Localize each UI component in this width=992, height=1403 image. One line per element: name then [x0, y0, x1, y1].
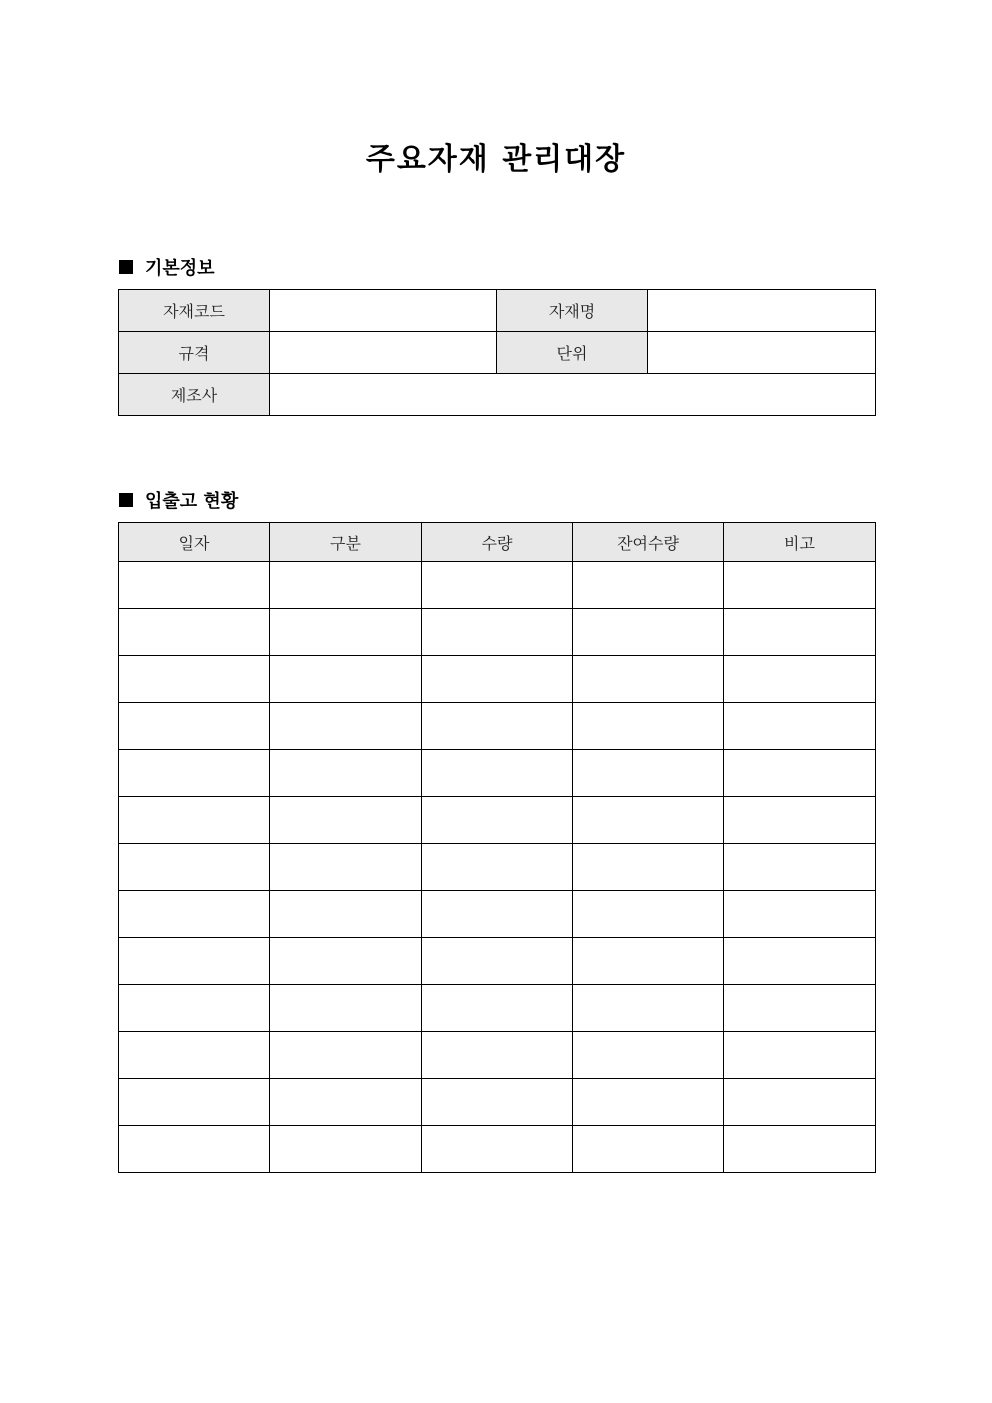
- table-row: [119, 985, 876, 1032]
- cell-type[interactable]: [270, 844, 422, 891]
- cell-date[interactable]: [119, 750, 270, 797]
- cell-date[interactable]: [119, 703, 270, 750]
- cell-remarks[interactable]: [724, 562, 876, 609]
- cell-date[interactable]: [119, 562, 270, 609]
- cell-quantity[interactable]: [422, 703, 573, 750]
- column-header-date: 일자: [119, 523, 270, 562]
- field-material-code[interactable]: [270, 290, 497, 332]
- field-manufacturer[interactable]: [270, 374, 876, 416]
- basic-info-table: [118, 289, 876, 416]
- cell-remarks[interactable]: [724, 1079, 876, 1126]
- section-heading-label: 입출고 현황: [145, 491, 239, 512]
- page-title: 주요자재 관리대장: [365, 142, 627, 177]
- label-manufacturer: 제조사: [119, 374, 270, 416]
- section-heading-basic-info: [119, 254, 215, 280]
- cell-quantity[interactable]: [422, 609, 573, 656]
- column-header-quantity: 수량: [422, 523, 573, 562]
- cell-remaining[interactable]: [573, 1079, 724, 1126]
- cell-type[interactable]: [270, 562, 422, 609]
- column-header-remaining: 잔여수량: [573, 523, 724, 562]
- section-heading-label: 기본정보: [145, 258, 215, 279]
- cell-type[interactable]: [270, 985, 422, 1032]
- cell-quantity[interactable]: [422, 750, 573, 797]
- cell-type[interactable]: [270, 797, 422, 844]
- cell-remaining[interactable]: [573, 562, 724, 609]
- square-bullet-icon: [119, 493, 133, 507]
- label-unit: 단위: [497, 332, 648, 374]
- column-header-type: 구분: [270, 523, 422, 562]
- cell-date[interactable]: [119, 1032, 270, 1079]
- cell-date[interactable]: [119, 797, 270, 844]
- table-row: [119, 703, 876, 750]
- column-header-remarks: 비고: [724, 523, 876, 562]
- table-row: [119, 656, 876, 703]
- table-row: [119, 609, 876, 656]
- cell-date[interactable]: [119, 1126, 270, 1173]
- cell-quantity[interactable]: [422, 1126, 573, 1173]
- cell-date[interactable]: [119, 891, 270, 938]
- cell-remaining[interactable]: [573, 609, 724, 656]
- table-row: [119, 1032, 876, 1079]
- cell-type[interactable]: [270, 1032, 422, 1079]
- cell-quantity[interactable]: [422, 656, 573, 703]
- cell-remarks[interactable]: [724, 1032, 876, 1079]
- cell-remaining[interactable]: [573, 1032, 724, 1079]
- cell-date[interactable]: [119, 656, 270, 703]
- table-row: [119, 938, 876, 985]
- table-row: [119, 797, 876, 844]
- cell-remarks[interactable]: [724, 844, 876, 891]
- table-header-row: [119, 523, 876, 562]
- inout-status-table: [118, 522, 876, 1173]
- cell-date[interactable]: [119, 985, 270, 1032]
- table-row: [119, 750, 876, 797]
- cell-remaining[interactable]: [573, 1126, 724, 1173]
- cell-quantity[interactable]: [422, 844, 573, 891]
- cell-quantity[interactable]: [422, 562, 573, 609]
- table-row: [119, 844, 876, 891]
- cell-date[interactable]: [119, 844, 270, 891]
- cell-remarks[interactable]: [724, 656, 876, 703]
- cell-remarks[interactable]: [724, 891, 876, 938]
- cell-quantity[interactable]: [422, 938, 573, 985]
- label-material-code: 자재코드: [119, 290, 270, 332]
- cell-type[interactable]: [270, 609, 422, 656]
- cell-remarks[interactable]: [724, 609, 876, 656]
- label-spec: 규격: [119, 332, 270, 374]
- cell-type[interactable]: [270, 891, 422, 938]
- table-row: [119, 891, 876, 938]
- cell-remaining[interactable]: [573, 844, 724, 891]
- table-row: [119, 562, 876, 609]
- cell-date[interactable]: [119, 938, 270, 985]
- cell-type[interactable]: [270, 750, 422, 797]
- table-row: [119, 1079, 876, 1126]
- square-bullet-icon: [119, 260, 133, 274]
- cell-quantity[interactable]: [422, 1079, 573, 1126]
- cell-quantity[interactable]: [422, 797, 573, 844]
- cell-type[interactable]: [270, 938, 422, 985]
- field-material-name[interactable]: [648, 290, 876, 332]
- table-row: [119, 1126, 876, 1173]
- cell-type[interactable]: [270, 703, 422, 750]
- cell-remaining[interactable]: [573, 985, 724, 1032]
- cell-remaining[interactable]: [573, 750, 724, 797]
- cell-remaining[interactable]: [573, 938, 724, 985]
- label-material-name: 자재명: [497, 290, 648, 332]
- cell-quantity[interactable]: [422, 985, 573, 1032]
- cell-remaining[interactable]: [573, 656, 724, 703]
- cell-quantity[interactable]: [422, 1032, 573, 1079]
- cell-remarks[interactable]: [724, 985, 876, 1032]
- cell-remaining[interactable]: [573, 797, 724, 844]
- cell-quantity[interactable]: [422, 891, 573, 938]
- cell-remaining[interactable]: [573, 891, 724, 938]
- cell-type[interactable]: [270, 1079, 422, 1126]
- cell-date[interactable]: [119, 1079, 270, 1126]
- cell-type[interactable]: [270, 656, 422, 703]
- cell-type[interactable]: [270, 1126, 422, 1173]
- section-heading-inout: [119, 487, 238, 513]
- cell-remarks[interactable]: [724, 797, 876, 844]
- cell-remaining[interactable]: [573, 703, 724, 750]
- cell-remarks[interactable]: [724, 1126, 876, 1173]
- cell-date[interactable]: [119, 609, 270, 656]
- field-spec[interactable]: [270, 332, 497, 374]
- field-unit[interactable]: [648, 332, 876, 374]
- cell-remarks[interactable]: [724, 703, 876, 750]
- cell-remarks[interactable]: [724, 938, 876, 985]
- cell-remarks[interactable]: [724, 750, 876, 797]
